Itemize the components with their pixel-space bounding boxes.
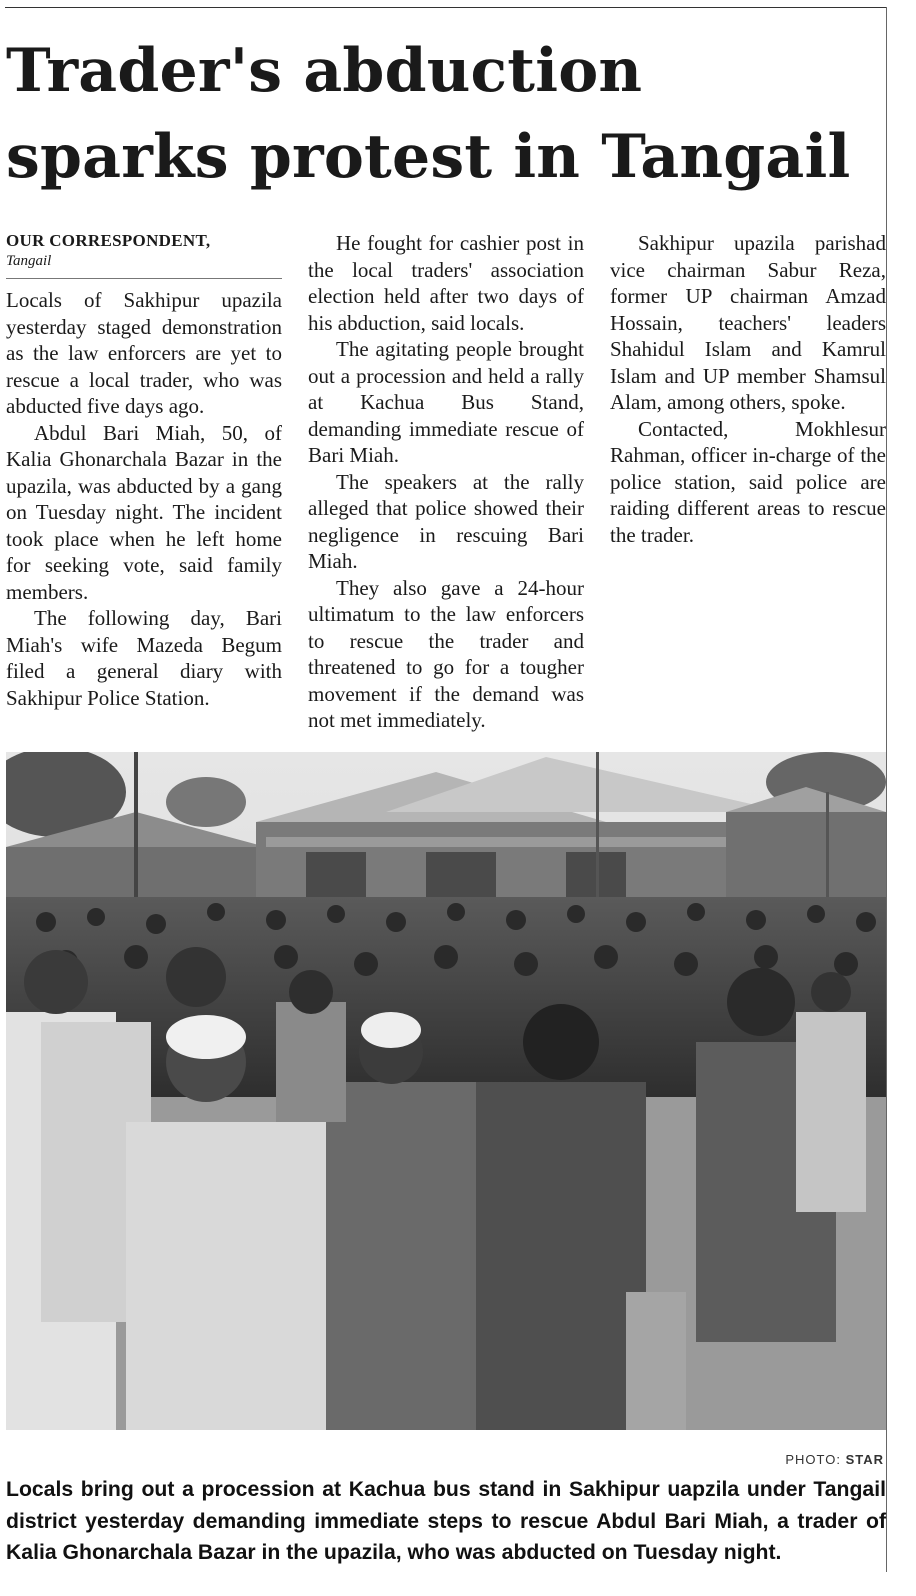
top-rule (5, 7, 886, 8)
article-paragraph: The speakers at the rally alleged that police showed their negligence in rescuing Bari Miah. (308, 469, 584, 573)
article-paragraph: They also gave a 24-hour ultimatum to the law enforcers to rescue the trader and threatened to go for a tougher movement if the demand was not met immediately. (308, 575, 584, 732)
photo-credit-label: PHOTO: (785, 1452, 841, 1467)
photo-caption: Locals bring out a procession at Kachua bus stand in Sakhipur uapzila under Tangail district yesterday demanding immediate steps to rescue Abdul Bari Miah, a trader of Kalia Ghonarchala Bazar in the upazila, who was abducted on Tuesday night. (6, 1478, 886, 1564)
news-photo-illustration (6, 752, 886, 1430)
byline-place: Tangail (6, 252, 282, 279)
article-paragraph: The agitating people brought out a procession and held a rally at Kachua Bus Stand, demanding immediate rescue of Bari Miah. (308, 337, 584, 467)
article-paragraph: He fought for cashier post in the local traders' association election held after two days of his abduction, said locals. (308, 231, 584, 335)
article-paragraph: Locals of Sakhipur upazila yesterday staged demonstration as the law enforcers are yet to rescue a local trader, who was abducted five days ago. (6, 288, 282, 418)
article-column-1 (6, 230, 282, 711)
photo-credit (785, 1452, 884, 1467)
article-paragraph: Sakhipur upazila parishad vice chairman Sabur Reza, former UP chairman Amzad Hossain, teachers' leaders Shahidul Islam and Kamrul Islam and UP member Shamsul Alam, among others, spoke. (610, 231, 886, 414)
news-photo (6, 752, 886, 1430)
article-paragraph: Abdul Bari Miah, 50, of Kalia Ghonarchala Bazar in the upazila, was abducted by a gang on Tuesday night. The incident took place when he left home for seeking vote, said family members. (6, 420, 282, 604)
headline: Trader's abduction sparks protest in Tangail (6, 36, 851, 192)
article-paragraph: The following day, Bari Miah's wife Mazeda Begum filed a general diary with Sakhipur Police Station. (6, 606, 282, 710)
right-column-rule (886, 7, 887, 1572)
article-paragraph: Contacted, Mokhlesur Rahman, officer in-charge of the police station, said police are raiding different areas to rescue the trader. (610, 416, 886, 547)
article-column-2 (308, 230, 584, 734)
byline-name: OUR CORRESPONDENT, (6, 231, 211, 250)
article-column-3 (610, 230, 886, 548)
photo-credit-source: STAR (845, 1452, 884, 1467)
